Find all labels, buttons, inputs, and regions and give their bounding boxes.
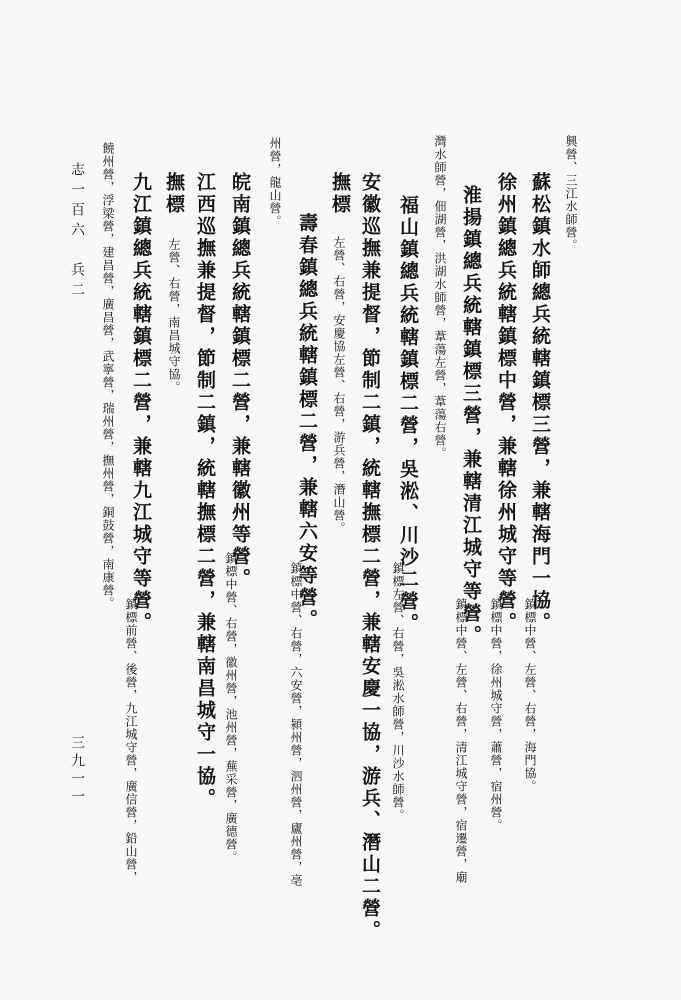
annotation-column: 饒州營，浮梁營，建昌營，廣昌營，武寧營，瑞州營，撫州營，銅鼓營，南康營。 (101, 142, 115, 610)
text-column: 興營、三江水師營。 (564, 135, 578, 252)
text-column: 安徽巡撫兼提督，節制二鎮，統轄撫標二營，兼轄安慶一協，游兵、潛山二營。 (359, 172, 381, 942)
annotation-column: 灣水師營，佃湖營，洪湖水師營，葦蕩左營，葦蕩右營。 (433, 135, 447, 460)
annotation-column: 鎮標中營、右營，六安營，潁州營，泗州營，廬州營，亳 (289, 562, 303, 887)
page-number: 三九一一 (69, 735, 85, 807)
text-column: 淮揚鎮總兵統轄鎮標三營，兼轄清江城守等營。 (460, 185, 482, 647)
text-column: 撫標 (329, 172, 351, 216)
text-column: 福山鎮總兵統轄鎮標二營，吳淞、川沙二營。 (397, 195, 419, 635)
text-column: 蘇松鎮水師總兵統轄鎮標三營，兼轄海門一協。 (529, 172, 551, 634)
annotation-column: 左營、右營，南昌城守協。 (167, 238, 181, 394)
annotation-column: 鎮標前營、後營，九江城守營，廣信營，鉛山營， (124, 598, 138, 884)
running-header: 志一百六 兵二 (69, 162, 85, 302)
annotation-column: 鎮標中營、右營，徽州營，池州營，蕪采營，廣德營。 (224, 552, 238, 864)
annotation-column: 鎮標中營、左營、右營，清江城守營，宿遷營，廟 (454, 598, 468, 884)
annotation-column: 鎮標中營、左營、右營，海門協。 (523, 598, 537, 793)
text-column: 江西巡撫兼提督，節制二鎮，統轄撫標二營，兼轄南昌城守一協。 (194, 172, 216, 810)
annotation-column: 鎮標左營、右營，吳淞水師營，川沙水師營。 (391, 562, 405, 822)
text-column: 徐州鎮總兵統轄鎮標中營，兼轄徐州城守等營。 (495, 172, 517, 634)
annotation-column: 州營，龍山營。 (268, 137, 282, 228)
text-column: 撫標 (163, 172, 185, 216)
annotation-column: 左營、右營，安慶協左營、右營，游兵營，潛山營。 (332, 236, 346, 535)
text-column: 皖南鎮總兵統轄鎮標二營，兼轄徽州等營。 (229, 172, 251, 590)
text-column: 壽春鎮總兵統轄鎮標二營，兼轄六安等營。 (296, 213, 318, 631)
annotation-column: 鎮標中營，徐州城守營，蕭營，宿州營。 (489, 598, 503, 832)
text-column: 九江鎮總兵統轄鎮標二營，兼轄九江城守等營。 (130, 172, 152, 634)
